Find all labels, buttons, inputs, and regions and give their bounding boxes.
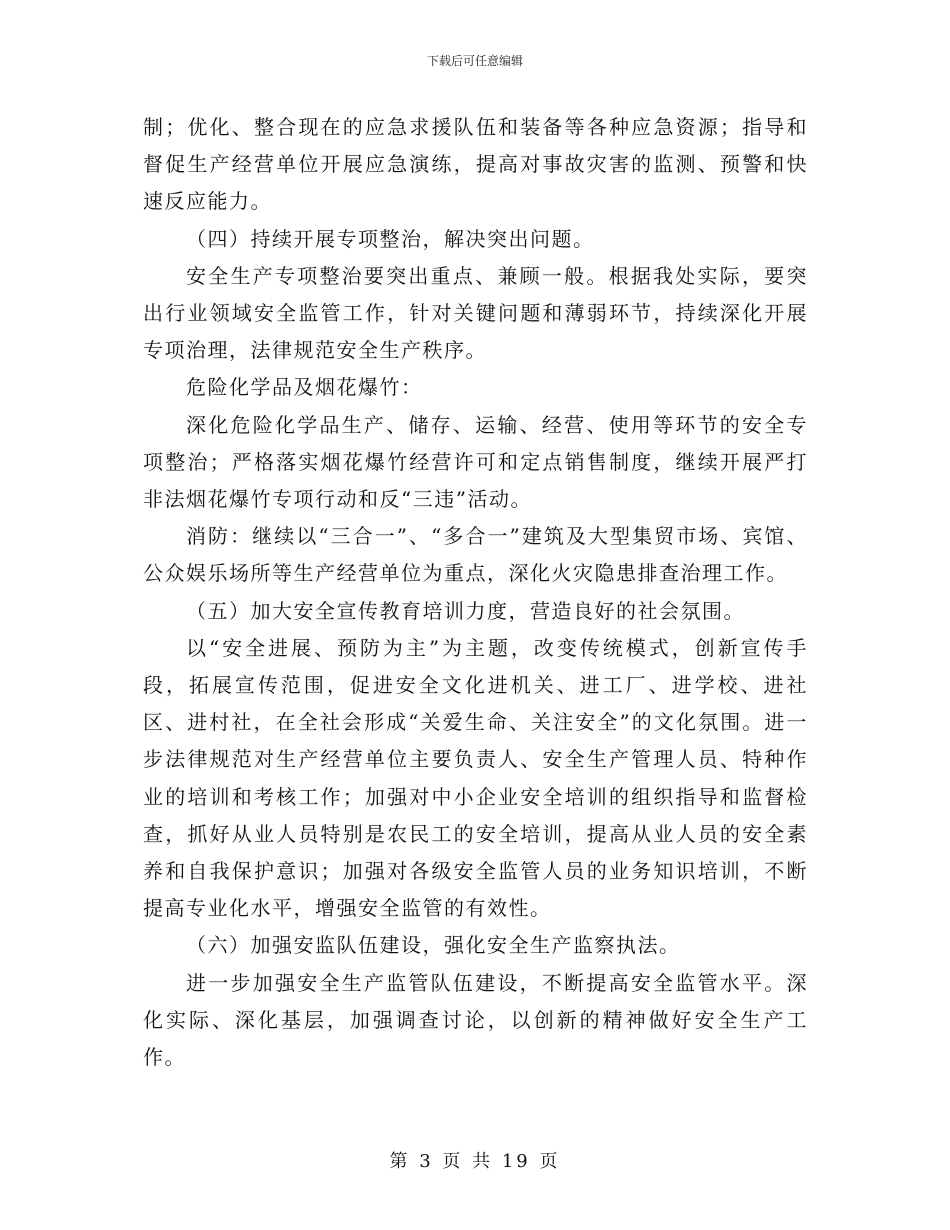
body-paragraph: 以“安全进展、预防为主”为主题，改变传统模式，创新宣传手段，拓展宣传范围，促进安全文化进机关、进工厂、进学校、进社区、进村社，在全社会形成“关爱生命、关注安全”的文化氛围。进一步法律规范对生产经营单位主要负责人、安全生产管理人员、特种作业的培训和考核工作；加强对中小企业安全培训的组织指导和监督检查，抓好从业人员特别是农民工的安全培训，提高从业人员的安全素养和自我保护意识；加强对各级安全监管人员的业务知识培训，不断提高专业化水平，增强安全监管的有效性。 bbox=[143, 635, 808, 921]
page-header: 下载后可任意编辑 bbox=[426, 54, 523, 68]
body-paragraph: 深化危险化学品生产、储存、运输、经营、使用等环节的安全专项整治；严格落实烟花爆竹经营许可和定点销售制度，继续开展严打非法烟花爆竹专项行动和反“三违”活动。 bbox=[143, 412, 808, 512]
section-heading-5: （五）加大安全宣传教育培训力度，营造良好的社会氛围。 bbox=[186, 598, 745, 623]
page-number-footer: 第 3 页 共 19 页 bbox=[389, 1151, 561, 1172]
document-body bbox=[143, 109, 808, 1076]
body-paragraph: 进一步加强安全生产监管队伍建设，不断提高安全监管水平。深化实际、深化基层，加强调查讨论，以创新的精神做好安全生产工作。 bbox=[143, 970, 808, 1070]
body-paragraph-fire-safety: 消防：继续以“三合一”、“多合一”建筑及大型集贸市场、宾馆、公众娱乐场所等生产经营单位为重点，深化火灾隐患排查治理工作。 bbox=[143, 524, 808, 586]
section-heading-4: （四）持续开展专项整治，解决突出问题。 bbox=[186, 226, 595, 251]
sub-heading-hazardous-chemicals: 危险化学品及烟花爆竹： bbox=[186, 375, 423, 400]
section-heading-6: （六）加强安监队伍建设，强化安全生产监察执法。 bbox=[186, 933, 681, 958]
body-paragraph: 安全生产专项整治要突出重点、兼顾一般。根据我处实际，要突出行业领域安全监管工作，针对关键问题和薄弱环节，持续深化开展专项治理，法律规范安全生产秩序。 bbox=[143, 263, 808, 363]
body-paragraph: 制；优化、整合现在的应急求援队伍和装备等各种应急资源；指导和督促生产经营单位开展应急演练，提高对事故灾害的监测、预警和快速反应能力。 bbox=[143, 115, 808, 214]
